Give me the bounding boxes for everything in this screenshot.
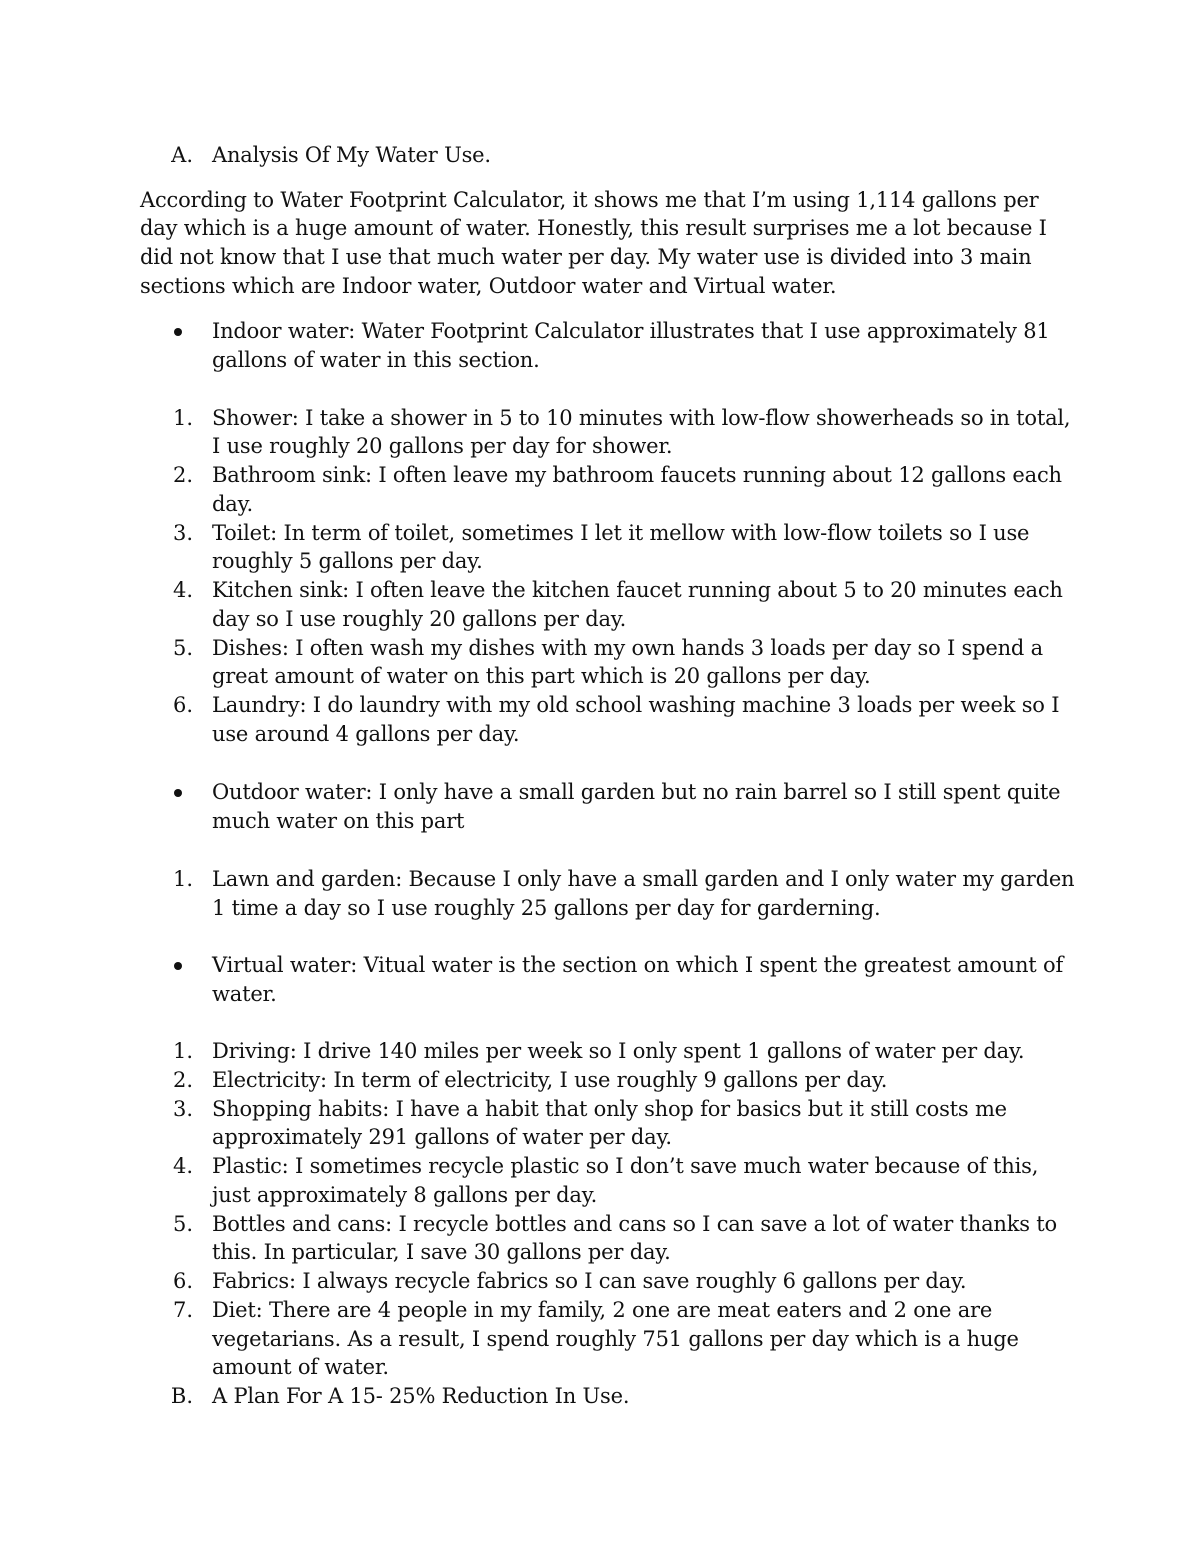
- list-item-line: day.: [212, 492, 253, 516]
- list-item-line: Fabrics: I always recycle fabrics so I can save roughly 6 gallons per day.: [212, 1269, 967, 1293]
- list-item-line: great amount of water on this part which is 20 gallons per day.: [212, 664, 871, 688]
- intro-line: day which is a huge amount of water. Honestly, this result surprises me a lot because I: [140, 216, 1047, 240]
- list-item-line: Kitchen sink: I often leave the kitchen faucet running about 5 to 20 minutes each: [212, 578, 1063, 602]
- list-item-line: Toilet: In term of toilet, sometimes I let it mellow with low-flow toilets so I use: [212, 521, 1030, 545]
- section-a-title: Analysis Of My Water Use.: [212, 143, 491, 167]
- list-item-line: use around 4 gallons per day.: [212, 722, 520, 746]
- list-item-line: approximately 291 gallons of water per day.: [212, 1125, 672, 1149]
- list-number: 1.: [172, 867, 193, 891]
- list-item-line: Bathroom sink: I often leave my bathroom faucets running about 12 gallons each: [212, 463, 1062, 487]
- list-item-line: amount of water.: [212, 1355, 389, 1379]
- list-item-line: Bottles and cans: I recycle bottles and cans so I can save a lot of water thanks to: [212, 1212, 1057, 1236]
- list-item-line: just approximately 8 gallons per day.: [212, 1183, 598, 1207]
- bullet-line: Outdoor water: I only have a small garden but no rain barrel so I still spent quite: [212, 780, 1061, 804]
- intro-line: sections which are Indoor water, Outdoor water and Virtual water.: [140, 274, 837, 298]
- list-item-line: Lawn and garden: Because I only have a small garden and I only water my garden: [212, 867, 1075, 891]
- section-b-marker: B.: [170, 1384, 193, 1408]
- list-item-line: Shower: I take a shower in 5 to 10 minutes with low-flow showerheads so in total,: [212, 406, 1071, 430]
- bullet-line: water.: [212, 982, 277, 1006]
- list-number: 2.: [172, 1068, 193, 1092]
- list-number: 6.: [172, 693, 193, 717]
- list-number: 2.: [172, 463, 193, 487]
- bullet-line: gallons of water in this section.: [212, 348, 540, 372]
- intro-line: did not know that I use that much water per day. My water use is divided into 3 main: [140, 245, 1032, 269]
- list-item-line: vegetarians. As a result, I spend roughly 751 gallons per day which is a huge: [212, 1327, 1019, 1351]
- list-number: 3.: [172, 521, 193, 545]
- list-item-line: roughly 5 gallons per day.: [212, 549, 483, 573]
- list-item-line: day so I use roughly 20 gallons per day.: [212, 607, 627, 631]
- list-number: 5.: [172, 1212, 193, 1236]
- section-a-marker: A.: [171, 143, 193, 167]
- list-item-line: Shopping habits: I have a habit that only shop for basics but it still costs me: [212, 1097, 1007, 1121]
- section-b-title: A Plan For A 15- 25% Reduction In Use.: [212, 1384, 630, 1408]
- list-item-line: Laundry: I do laundry with my old school washing machine 3 loads per week so I: [212, 693, 1060, 717]
- list-number: 6.: [172, 1269, 193, 1293]
- list-item-line: this. In particular, I save 30 gallons per day.: [212, 1240, 671, 1264]
- intro-line: According to Water Footprint Calculator, it shows me that I’m using 1,114 gallons per: [140, 188, 1039, 212]
- list-item-line: Driving: I drive 140 miles per week so I only spent 1 gallons of water per day.: [212, 1039, 1025, 1063]
- list-number: 1.: [172, 406, 193, 430]
- list-item-line: Electricity: In term of electricity, I use roughly 9 gallons per day.: [212, 1068, 888, 1092]
- list-number: 5.: [172, 636, 193, 660]
- list-item-line: Dishes: I often wash my dishes with my own hands 3 loads per day so I spend a: [212, 636, 1043, 660]
- bullet-icon: [174, 962, 182, 970]
- list-number: 7.: [172, 1298, 193, 1322]
- list-number: 4.: [172, 578, 193, 602]
- list-item-line: 1 time a day so I use roughly 25 gallons per day for garderning.: [212, 896, 881, 920]
- bullet-icon: [174, 328, 182, 336]
- bullet-line: Indoor water: Water Footprint Calculator illustrates that I use approximately 81: [212, 319, 1050, 343]
- list-number: 4.: [172, 1154, 193, 1178]
- list-number: 1.: [172, 1039, 193, 1063]
- list-item-line: Plastic: I sometimes recycle plastic so I don’t save much water because of this,: [212, 1154, 1039, 1178]
- bullet-icon: [174, 789, 182, 797]
- list-number: 3.: [172, 1097, 193, 1121]
- list-item-line: Diet: There are 4 people in my family, 2 one are meat eaters and 2 one are: [212, 1298, 993, 1322]
- bullet-line: much water on this part: [212, 809, 465, 833]
- bullet-line: Virtual water: Vitual water is the section on which I spent the greatest amount of: [212, 953, 1064, 977]
- list-item-line: I use roughly 20 gallons per day for shower.: [212, 434, 673, 458]
